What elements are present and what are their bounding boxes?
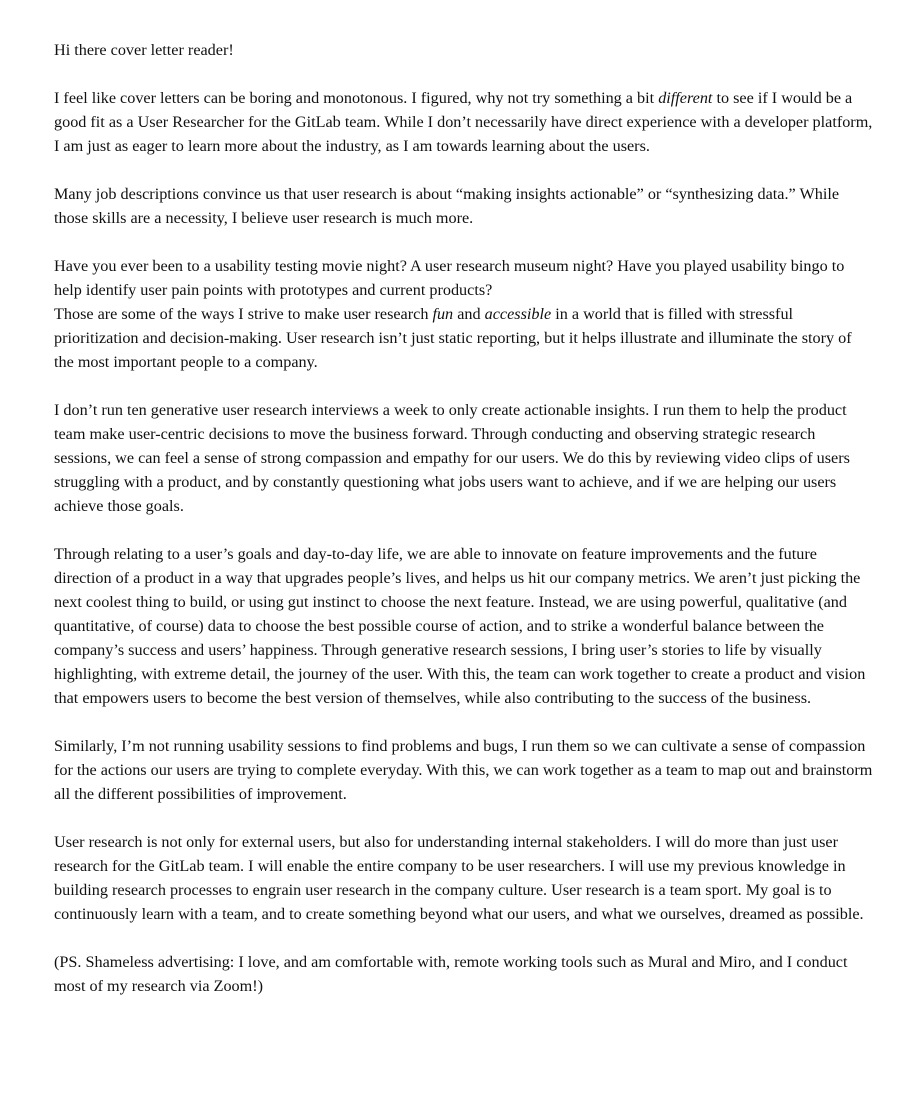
paragraph-internal-stakeholders: User research is not only for external users, but also for understanding internal stakeholders. I will do more than just user research for the GitLab team. I will enable the entire company to be user researchers. I will use my previous knowledge in building research processes to engrain user research in the company culture. User research is a team sport. My goal is to continuously learn with a team, and to create something beyond what our users, and what we ourselves, dreamed as possible. (54, 833, 864, 923)
paragraph-intro-text-b: to see if I would be a good fit as a User Researcher for the GitLab team. While I don’t necessarily have direct experience with a developer platform, I am just as eager to learn more about the industry, as I am towards learning about the users. (54, 89, 873, 155)
paragraph-ps: (PS. Shameless advertising: I love, and am comfortable with, remote working tools such as Mural and Miro, and I conduct most of my research via Zoom!) (54, 953, 848, 995)
paragraph-user-goals: Through relating to a user’s goals and day-to-day life, we are able to innovate on feature improvements and the future direction of a product in a way that upgrades people’s lives, and helps us hit our company metrics. We aren’t just picking the next coolest thing to build, or using gut instinct to choose the next feature. Instead, we are using powerful, qualitative (and quantitative, of course) data to choose the best possible course of action, and to strike a wonderful balance between the company’s success and users’ happiness. Through generative research sessions, I bring user’s stories to life by visually highlighting, with extreme detail, the journey of the user. With this, the team can work together to create a product and vision that empowers users to become the best version of themselves, while also contributing to the success of the business. (54, 545, 866, 707)
paragraph-fun-text-a: Those are some of the ways I strive to make user research (54, 305, 433, 323)
paragraph-fun-accessible (54, 302, 874, 374)
paragraph-fun-text-mid: and (453, 305, 485, 323)
paragraph-intro-emphasis: different (658, 89, 713, 107)
paragraph-questions: Have you ever been to a usability testing movie night? A user research museum night? Have you played usability bingo to help identify user pain points with prototypes and current products? (54, 257, 845, 299)
paragraph-intro-text-a: I feel like cover letters can be boring and monotonous. I figured, why not try something a bit (54, 89, 659, 107)
paragraph-interviews: I don’t run ten generative user research interviews a week to only create actionable insights. I run them to help the product team make user-centric decisions to move the business forward. Through conducting and observing strategic research sessions, we can feel a sense of strong compassion and empathy for our users. We do this by reviewing video clips of users struggling with a product, and by constantly questioning what jobs users want to achieve, and if we are helping our users achieve those goals. (54, 401, 850, 515)
emphasis-fun: fun (432, 305, 454, 323)
paragraph-intro (54, 86, 874, 158)
greeting: Hi there cover letter reader! (54, 41, 234, 59)
emphasis-accessible: accessible (484, 305, 552, 323)
paragraph-fun-text-b: in a world that is filled with stressful prioritization and decision-making. User research isn’t just static reporting, but it helps illustrate and illuminate the story of the most important people to a company. (54, 305, 852, 371)
paragraph-job-descriptions: Many job descriptions convince us that user research is about “making insights actionable” or “synthesizing data.” While those skills are a necessity, I believe user research is much more. (54, 185, 840, 227)
cover-letter (54, 38, 874, 1022)
paragraph-usability-sessions: Similarly, I’m not running usability sessions to find problems and bugs, I run them so we can cultivate a sense of compassion for the actions our users are trying to complete everyday. With this, we can work together as a team to map out and brainstorm all the different possibilities of improvement. (54, 737, 873, 803)
